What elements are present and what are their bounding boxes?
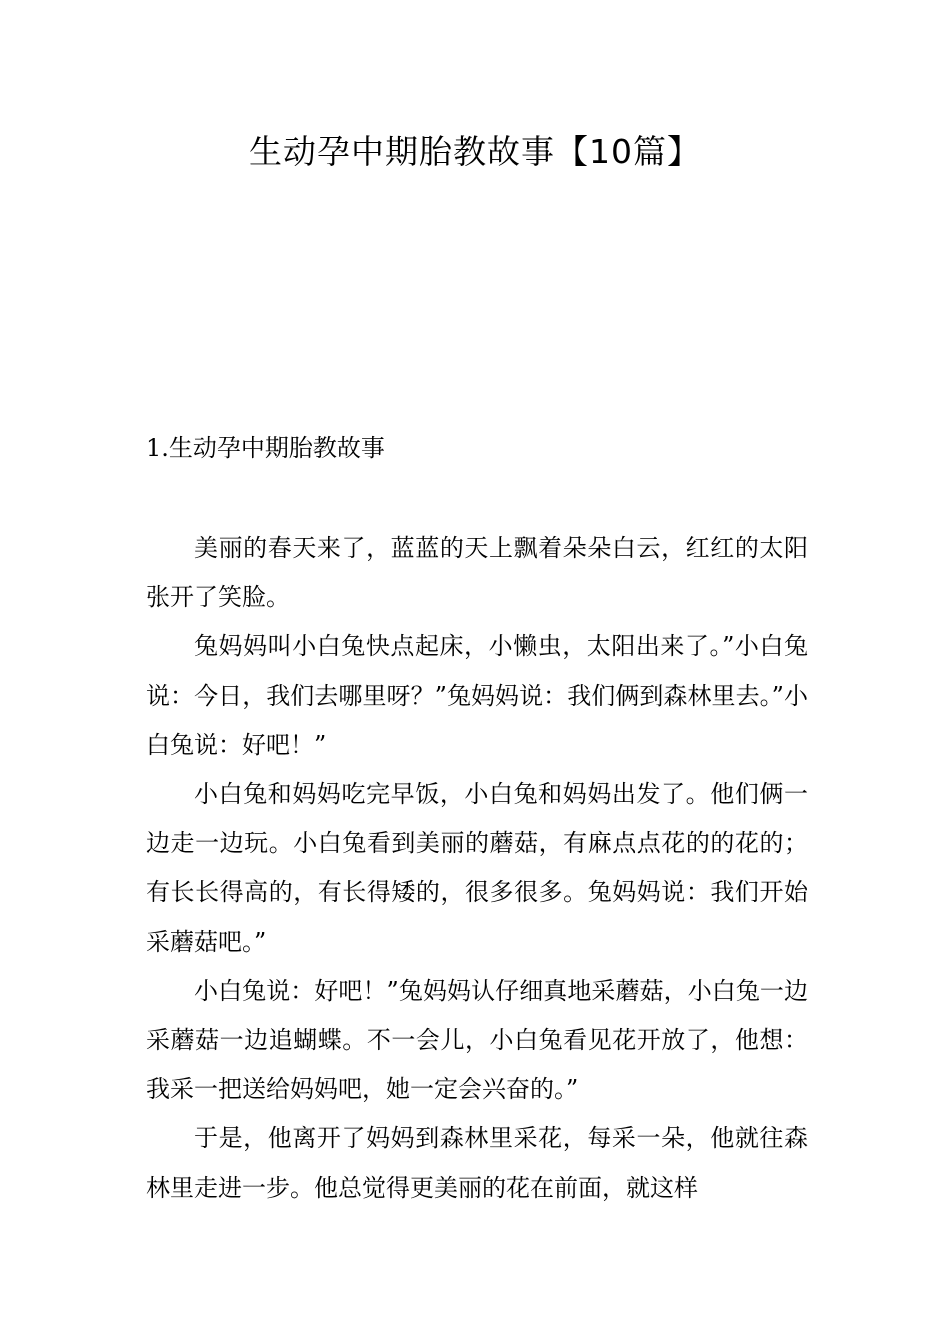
- section-heading: 1.生动孕中期胎教故事: [146, 434, 385, 462]
- story-body: [146, 524, 808, 1213]
- paragraph: 小白兔和妈妈吃完早饭，小白兔和妈妈出发了。他们俩一边走一边玩。小白兔看到美丽的蘑菇，有麻点点花的的花的；有长长得高的，有长得矮的，很多很多。兔妈妈说：我们开始采蘑菇吧。”: [146, 780, 808, 956]
- paragraph: 兔妈妈叫小白兔快点起床，小懒虫，太阳出来了。”小白兔说：今日，我们去哪里呀？”兔妈妈说：我们俩到森林里去。”小白兔说：好吧！”: [146, 632, 808, 759]
- paragraph: 小白兔说：好吧！”兔妈妈认仔细真地采蘑菇，小白兔一边采蘑菇一边追蝴蝶。不一会儿，小白兔看见花开放了，他想：我采一把送给妈妈吧，她一定会兴奋的。”: [146, 976, 808, 1104]
- document-title: 生动孕中期胎教故事【10篇】: [249, 132, 701, 171]
- paragraph: 美丽的春天来了，蓝蓝的天上飘着朵朵白云，红红的太阳张开了笑脸。: [146, 534, 808, 612]
- paragraph: 于是，他离开了妈妈到森林里采花，每采一朵，他就往森林里走进一步。他总觉得更美丽的花在前面，就这样: [146, 1124, 808, 1202]
